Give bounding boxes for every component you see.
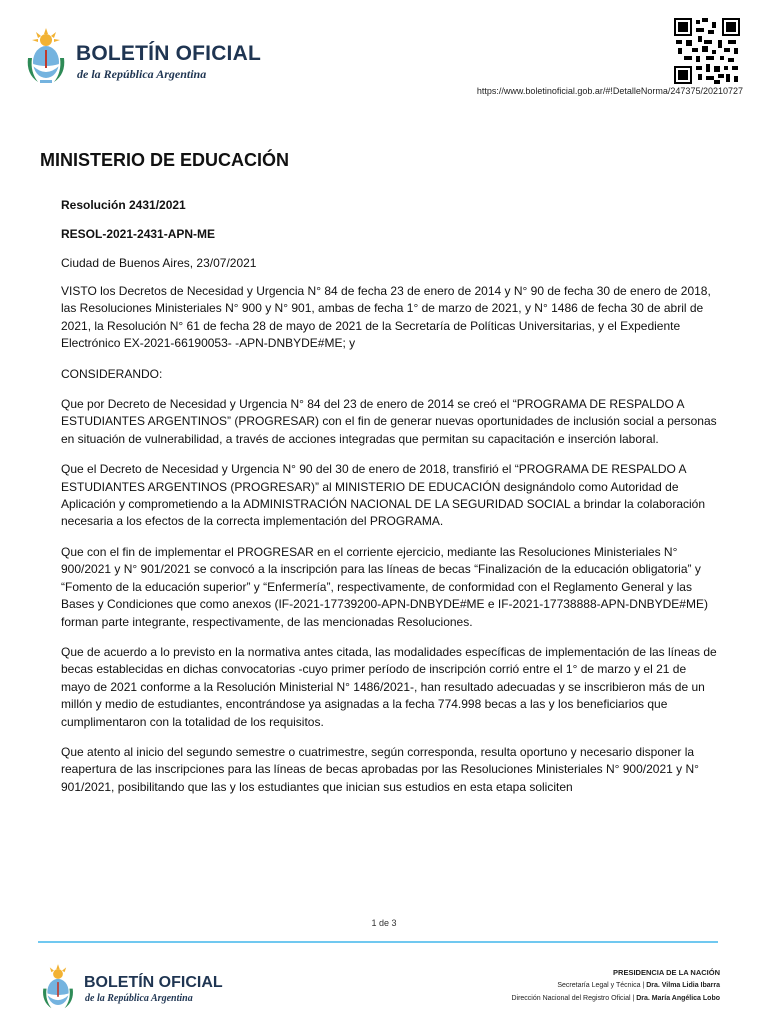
resolution-meta (61, 198, 718, 270)
page-header (0, 0, 768, 100)
paragraph: Que de acuerdo a lo previsto en la normativa antes citada, las modalidades específicas de implementación de las líneas de becas establecidas en dichas convocatorias -cuyo primer período de inscripción corrió entre el 1° de marzo y el 21 de mayo de 2021 conforme a la Resolución Ministerial N° 1486/2021-, han resultado adecuadas y se inscribieron más de un millón y medio de estudiantes, encontrándose ya asignadas a la fecha 774.998 becas a las y los beneficiarios que cumplimentaron con la totalidad de los requisitos. (61, 644, 717, 729)
argentina-coat-of-arms-icon (40, 962, 76, 1012)
paragraph: Que con el fin de implementar el PROGRESAR en el corriente ejercicio, mediante las Resoluciones Ministeriales N° 900/2021 y N° 901/2021 se convocó a la inscripción para las líneas de becas “Finalización de la educación obligatoria” y “Fomento de la educación superior” y “Enfermería”, respectivamente, de conformidad con el Reglamento General y las Bases y Condiciones que como anexos (IF-2021-17739200-APN-DNBYDE#ME e IF-2021-17738888-APN-DNBYDE#ME) forman parte integrante, respectivamente, de las mencionadas Resoluciones. (61, 544, 708, 629)
page-number: 1 de 3 (371, 918, 397, 928)
footer-secretaria-name: Dra. Vilma Lidia Ibarra (646, 982, 720, 989)
document-url[interactable]: https://www.boletinoficial.gob.ar/#!DetalleNorma/247375/20210727 (476, 86, 743, 96)
footer-direccion-label: Dirección Nacional del Registro Oficial | (511, 995, 637, 1002)
footer-brand-subtitle: de la República Argentina (85, 993, 193, 1004)
ministry-heading: MINISTERIO DE EDUCACIÓN (40, 150, 290, 170)
footer-direccion-line (511, 992, 720, 1005)
resolution-number: Resolución 2431/2021 (61, 198, 186, 212)
paragraph-considerando: CONSIDERANDO: (61, 366, 163, 381)
city-date: Ciudad de Buenos Aires, 23/07/2021 (61, 256, 257, 270)
footer-secretaria-line (511, 979, 720, 992)
footer-secretaria-label: Secretaría Legal y Técnica | (557, 982, 647, 989)
paragraph-visto: VISTO los Decretos de Necesidad y Urgencia N° 84 de fecha 23 de enero de 2014 y N° 90 de fecha 30 de enero de 2018, las Resoluciones Ministeriales N° 900 y N° 901, ambas de fecha 1° de marzo de 2021, y N° 1486 de fecha 30 de abril de 2021, la Resolución N° 61 de fecha 28 de mayo de 2021 de la Secretaría de Políticas Universitarias, y el Expediente Electrónico EX-2021-66190053- -APN-DNBYDE#ME; y (61, 284, 711, 351)
brand-subtitle: de la República Argentina (77, 67, 207, 81)
document-body (40, 150, 718, 809)
paragraph: Que el Decreto de Necesidad y Urgencia N° 90 del 30 de enero de 2018, transfirió el “PROGRAMA DE RESPALDO A ESTUDIANTES ARGENTINOS (PROGRESAR)” al MINISTERIO DE EDUCACIÓN designándolo como Autoridad de Aplicación y comprometiendo a la ADMINISTRACIÓN NACIONAL DE LA SEGURIDAD SOCIAL a brindar la colaboración necesaria a los efectos de la correcta implementación del PROGRAMA. (61, 462, 706, 529)
qr-code-icon[interactable] (674, 18, 740, 84)
brand-title: BOLETÍN OFICIAL (76, 42, 261, 65)
paragraph: Que atento al inicio del segundo semestre o cuatrimestre, según corresponda, resulta oportuno y necesario disponer la reapertura de las inscripciones para las líneas de becas aprobadas por las Resoluciones Ministeriales N° 900/2021 y N° 901/2021, posibilitando que las y los estudiantes que inician sus estudios en esta etapa soliciten (61, 744, 699, 794)
resolution-code: RESOL-2021-2431-APN-ME (61, 227, 216, 241)
paragraph: Que por Decreto de Necesidad y Urgencia N° 84 del 23 de enero de 2014 se creó el “PROGRAMA DE RESPALDO A ESTUDIANTES ARGENTINOS” (PROGRESAR) con el fin de generar nuevas oportunidades de inclusión social a personas en situación de vulnerabilidad, a través de acciones integradas que permitan su capacitación e inserción laboral. (61, 397, 717, 446)
footer-presidency: PRESIDENCIA DE LA NACIÓN (613, 968, 720, 977)
argentina-coat-of-arms-icon (24, 26, 68, 86)
footer-divider (38, 941, 718, 943)
footer-brand-title: BOLETÍN OFICIAL (84, 974, 223, 991)
footer-direccion-name: Dra. María Angélica Lobo (636, 995, 720, 1002)
footer-credits (511, 966, 720, 1005)
